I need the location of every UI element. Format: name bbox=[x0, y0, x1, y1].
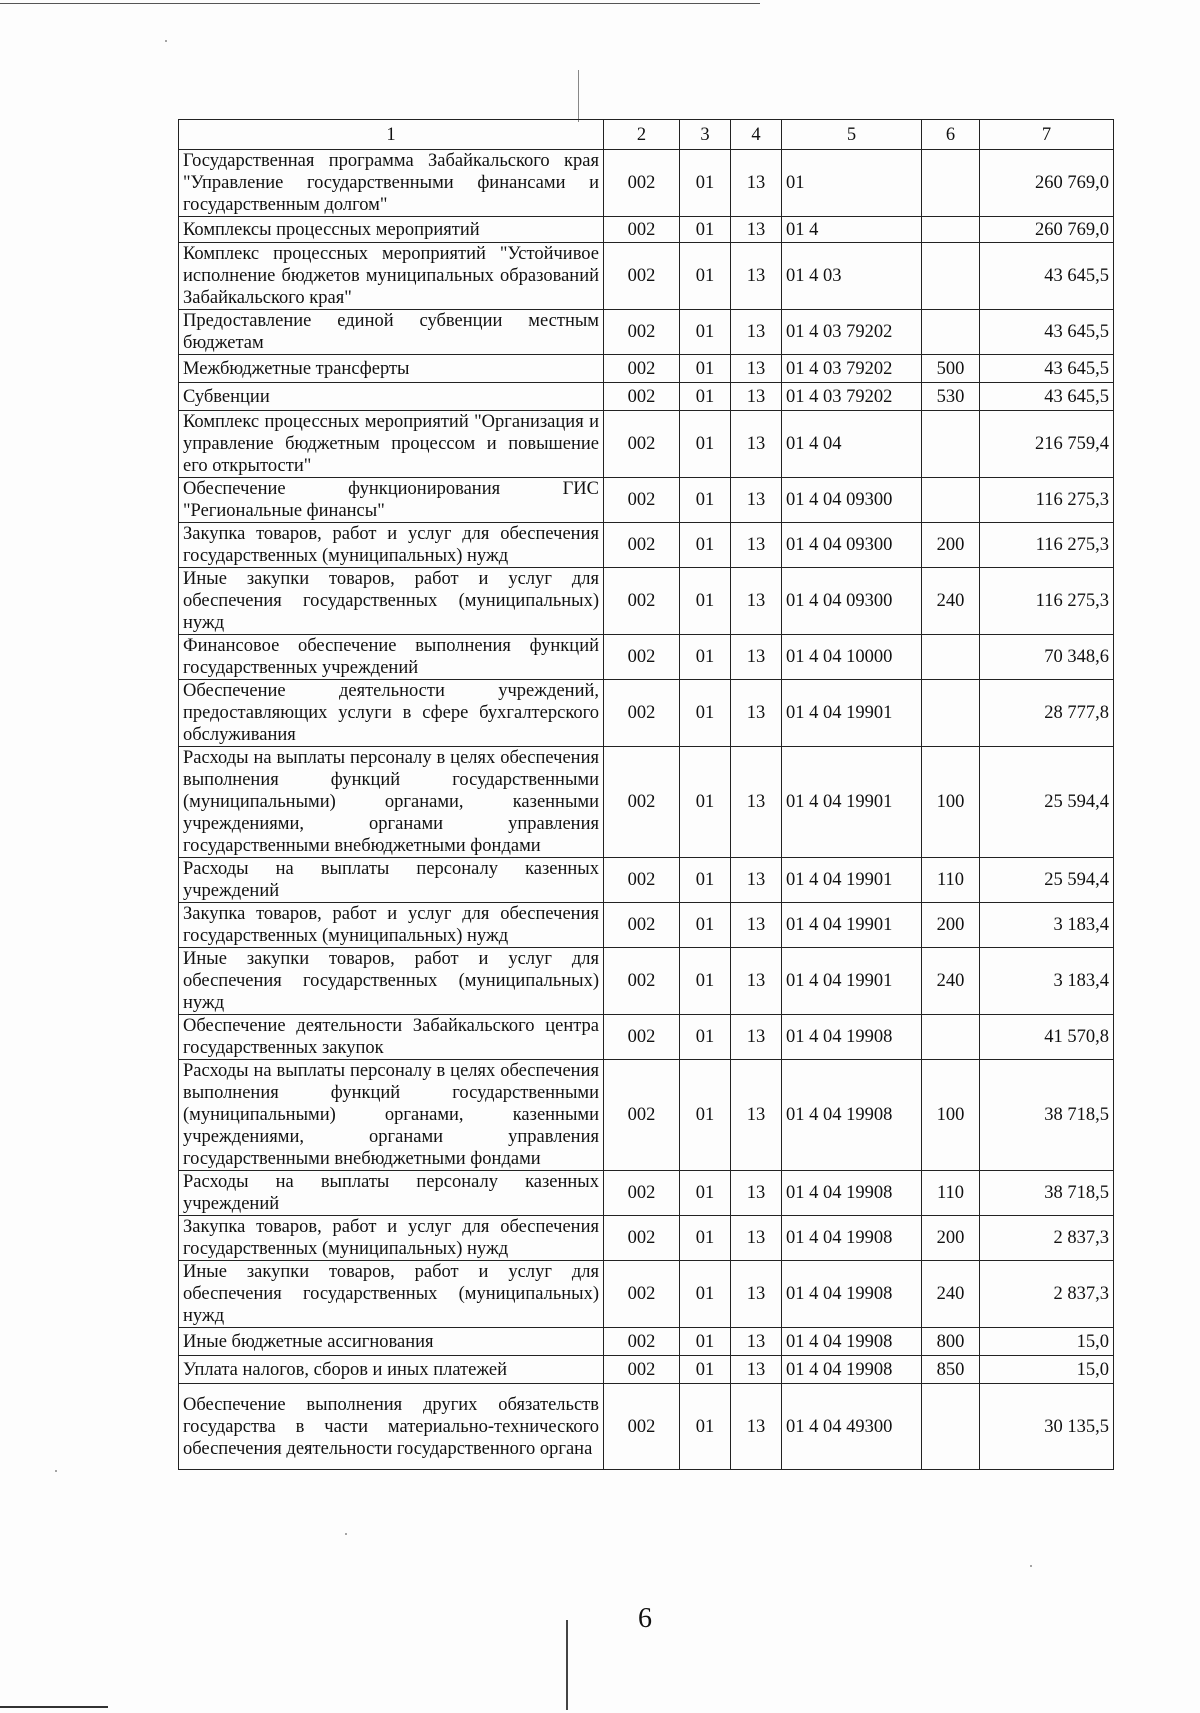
row-expense-type-cell: 240 bbox=[922, 568, 980, 635]
page-number: 6 bbox=[638, 1603, 652, 1634]
row-amount-cell: 70 348,6 bbox=[980, 635, 1114, 680]
table-row bbox=[179, 1060, 1114, 1171]
row-amount-cell: 25 594,4 bbox=[980, 747, 1114, 858]
table-row bbox=[179, 680, 1114, 747]
table-row bbox=[179, 568, 1114, 635]
row-section-cell: 01 bbox=[680, 310, 731, 355]
row-admin-code-cell: 002 bbox=[604, 1261, 680, 1328]
row-admin-code-cell: 002 bbox=[604, 150, 680, 217]
row-subsection-cell: 13 bbox=[731, 310, 782, 355]
row-amount-cell: 25 594,4 bbox=[980, 858, 1114, 903]
row-admin-code-cell: 002 bbox=[604, 858, 680, 903]
table-row bbox=[179, 411, 1114, 478]
scan-speck bbox=[1030, 1565, 1032, 1567]
row-amount-cell: 43 645,5 bbox=[980, 383, 1114, 411]
row-target-article-cell: 01 4 04 19908 bbox=[782, 1060, 922, 1171]
row-expense-type-cell: 200 bbox=[922, 903, 980, 948]
row-amount-cell: 116 275,3 bbox=[980, 523, 1114, 568]
row-amount-cell: 3 183,4 bbox=[980, 903, 1114, 948]
row-amount-cell: 28 777,8 bbox=[980, 680, 1114, 747]
row-name-cell: Субвенции bbox=[179, 383, 604, 411]
row-expense-type-cell: 100 bbox=[922, 1060, 980, 1171]
row-section-cell: 01 bbox=[680, 1015, 731, 1060]
row-name-cell: Обеспечение функционирования ГИС "Региональные финансы" bbox=[179, 478, 604, 523]
row-target-article-cell: 01 4 04 19901 bbox=[782, 858, 922, 903]
scan-speck bbox=[345, 1533, 347, 1535]
row-section-cell: 01 bbox=[680, 635, 731, 680]
row-target-article-cell: 01 4 04 49300 bbox=[782, 1384, 922, 1470]
row-section-cell: 01 bbox=[680, 858, 731, 903]
row-target-article-cell: 01 4 04 19908 bbox=[782, 1328, 922, 1356]
row-subsection-cell: 13 bbox=[731, 383, 782, 411]
row-admin-code-cell: 002 bbox=[604, 948, 680, 1015]
row-name-cell: Закупка товаров, работ и услуг для обеспечения государственных (муниципальных) нужд bbox=[179, 903, 604, 948]
row-section-cell: 01 bbox=[680, 1216, 731, 1261]
row-target-article-cell: 01 4 04 19908 bbox=[782, 1261, 922, 1328]
table-row bbox=[179, 523, 1114, 568]
row-section-cell: 01 bbox=[680, 478, 731, 523]
row-admin-code-cell: 002 bbox=[604, 1356, 680, 1384]
row-section-cell: 01 bbox=[680, 1328, 731, 1356]
row-target-article-cell: 01 bbox=[782, 150, 922, 217]
row-section-cell: 01 bbox=[680, 1356, 731, 1384]
row-section-cell: 01 bbox=[680, 1060, 731, 1171]
row-name-cell: Расходы на выплаты персоналу казенных учреждений bbox=[179, 1171, 604, 1216]
row-admin-code-cell: 002 bbox=[604, 635, 680, 680]
row-section-cell: 01 bbox=[680, 948, 731, 1015]
row-expense-type-cell bbox=[922, 411, 980, 478]
header-cell: 2 bbox=[604, 120, 680, 150]
row-admin-code-cell: 002 bbox=[604, 310, 680, 355]
row-expense-type-cell: 530 bbox=[922, 383, 980, 411]
row-amount-cell: 2 837,3 bbox=[980, 1261, 1114, 1328]
row-admin-code-cell: 002 bbox=[604, 680, 680, 747]
row-section-cell: 01 bbox=[680, 568, 731, 635]
row-expense-type-cell: 100 bbox=[922, 747, 980, 858]
row-subsection-cell: 13 bbox=[731, 1216, 782, 1261]
table-row bbox=[179, 310, 1114, 355]
row-section-cell: 01 bbox=[680, 680, 731, 747]
row-name-cell: Обеспечение выполнения других обязательств государства в части материально-технического обеспечения деятельности государственного органа bbox=[179, 1384, 604, 1470]
row-section-cell: 01 bbox=[680, 243, 731, 310]
row-name-cell: Расходы на выплаты персоналу в целях обеспечения выполнения функций государственными (муниципальными) органами, казенными учреждениями, органами управления государственными внебюджетными фондами bbox=[179, 747, 604, 858]
row-name-cell: Предоставление единой субвенции местным бюджетам bbox=[179, 310, 604, 355]
row-expense-type-cell: 240 bbox=[922, 948, 980, 1015]
row-section-cell: 01 bbox=[680, 355, 731, 383]
row-subsection-cell: 13 bbox=[731, 858, 782, 903]
table-row bbox=[179, 858, 1114, 903]
row-expense-type-cell bbox=[922, 243, 980, 310]
row-subsection-cell: 13 bbox=[731, 523, 782, 568]
row-section-cell: 01 bbox=[680, 1171, 731, 1216]
row-amount-cell: 260 769,0 bbox=[980, 217, 1114, 243]
row-amount-cell: 15,0 bbox=[980, 1356, 1114, 1384]
row-name-cell: Межбюджетные трансферты bbox=[179, 355, 604, 383]
row-target-article-cell: 01 4 04 19908 bbox=[782, 1015, 922, 1060]
row-target-article-cell: 01 4 04 19908 bbox=[782, 1216, 922, 1261]
row-expense-type-cell bbox=[922, 680, 980, 747]
row-amount-cell: 3 183,4 bbox=[980, 948, 1114, 1015]
scan-speck bbox=[165, 40, 167, 42]
table-row bbox=[179, 1171, 1114, 1216]
row-amount-cell: 116 275,3 bbox=[980, 478, 1114, 523]
row-subsection-cell: 13 bbox=[731, 217, 782, 243]
row-expense-type-cell: 500 bbox=[922, 355, 980, 383]
table-row bbox=[179, 635, 1114, 680]
row-admin-code-cell: 002 bbox=[604, 1216, 680, 1261]
row-subsection-cell: 13 bbox=[731, 243, 782, 310]
row-subsection-cell: 13 bbox=[731, 747, 782, 858]
row-admin-code-cell: 002 bbox=[604, 747, 680, 858]
row-name-cell: Расходы на выплаты персоналу казенных учреждений bbox=[179, 858, 604, 903]
row-target-article-cell: 01 4 03 bbox=[782, 243, 922, 310]
row-target-article-cell: 01 4 04 10000 bbox=[782, 635, 922, 680]
row-target-article-cell: 01 4 04 19901 bbox=[782, 948, 922, 1015]
row-amount-cell: 116 275,3 bbox=[980, 568, 1114, 635]
table-row bbox=[179, 355, 1114, 383]
table-row bbox=[179, 747, 1114, 858]
row-name-cell: Комплекс процессных мероприятий "Устойчивое исполнение бюджетов муниципальных образований Забайкальского края" bbox=[179, 243, 604, 310]
row-section-cell: 01 bbox=[680, 150, 731, 217]
row-admin-code-cell: 002 bbox=[604, 1171, 680, 1216]
row-admin-code-cell: 002 bbox=[604, 1060, 680, 1171]
table-row bbox=[179, 1261, 1114, 1328]
row-amount-cell: 38 718,5 bbox=[980, 1060, 1114, 1171]
table-row bbox=[179, 478, 1114, 523]
row-target-article-cell: 01 4 04 19901 bbox=[782, 747, 922, 858]
row-subsection-cell: 13 bbox=[731, 948, 782, 1015]
row-subsection-cell: 13 bbox=[731, 150, 782, 217]
row-subsection-cell: 13 bbox=[731, 411, 782, 478]
row-name-cell: Иные закупки товаров, работ и услуг для обеспечения государственных (муниципальных) нужд bbox=[179, 568, 604, 635]
row-subsection-cell: 13 bbox=[731, 680, 782, 747]
row-name-cell: Расходы на выплаты персоналу в целях обеспечения выполнения функций государственными (муниципальными) органами, казенными учреждениями, органами управления государственными внебюджетными фондами bbox=[179, 1060, 604, 1171]
table-row bbox=[179, 1216, 1114, 1261]
table-row bbox=[179, 1015, 1114, 1060]
row-expense-type-cell bbox=[922, 310, 980, 355]
row-admin-code-cell: 002 bbox=[604, 903, 680, 948]
row-expense-type-cell bbox=[922, 635, 980, 680]
table-row bbox=[179, 217, 1114, 243]
row-expense-type-cell bbox=[922, 150, 980, 217]
row-section-cell: 01 bbox=[680, 747, 731, 858]
header-cell: 4 bbox=[731, 120, 782, 150]
row-name-cell: Иные закупки товаров, работ и услуг для обеспечения государственных (муниципальных) нужд bbox=[179, 948, 604, 1015]
row-target-article-cell: 01 4 04 09300 bbox=[782, 478, 922, 523]
row-subsection-cell: 13 bbox=[731, 1060, 782, 1171]
row-subsection-cell: 13 bbox=[731, 568, 782, 635]
row-amount-cell: 30 135,5 bbox=[980, 1384, 1114, 1470]
table-row bbox=[179, 383, 1114, 411]
row-admin-code-cell: 002 bbox=[604, 355, 680, 383]
row-name-cell: Государственная программа Забайкальского края "Управление государственными финансами и государственным долгом" bbox=[179, 150, 604, 217]
row-subsection-cell: 13 bbox=[731, 1384, 782, 1470]
row-admin-code-cell: 002 bbox=[604, 243, 680, 310]
row-amount-cell: 43 645,5 bbox=[980, 310, 1114, 355]
table-row bbox=[179, 1384, 1114, 1470]
table-row bbox=[179, 903, 1114, 948]
row-section-cell: 01 bbox=[680, 1261, 731, 1328]
row-name-cell: Закупка товаров, работ и услуг для обеспечения государственных (муниципальных) нужд bbox=[179, 523, 604, 568]
row-admin-code-cell: 002 bbox=[604, 478, 680, 523]
row-target-article-cell: 01 4 03 79202 bbox=[782, 355, 922, 383]
row-target-article-cell: 01 4 04 bbox=[782, 411, 922, 478]
row-admin-code-cell: 002 bbox=[604, 411, 680, 478]
row-admin-code-cell: 002 bbox=[604, 1015, 680, 1060]
row-admin-code-cell: 002 bbox=[604, 568, 680, 635]
row-expense-type-cell: 200 bbox=[922, 1216, 980, 1261]
row-admin-code-cell: 002 bbox=[604, 1384, 680, 1470]
row-subsection-cell: 13 bbox=[731, 1356, 782, 1384]
row-target-article-cell: 01 4 bbox=[782, 217, 922, 243]
row-section-cell: 01 bbox=[680, 523, 731, 568]
row-name-cell: Обеспечение деятельности учреждений, предоставляющих услуги в сфере бухгалтерского обслуживания bbox=[179, 680, 604, 747]
budget-table bbox=[178, 119, 1114, 1470]
row-subsection-cell: 13 bbox=[731, 903, 782, 948]
row-name-cell: Иные бюджетные ассигнования bbox=[179, 1328, 604, 1356]
row-amount-cell: 216 759,4 bbox=[980, 411, 1114, 478]
row-amount-cell: 43 645,5 bbox=[980, 243, 1114, 310]
row-name-cell: Обеспечение деятельности Забайкальского центра государственных закупок bbox=[179, 1015, 604, 1060]
row-subsection-cell: 13 bbox=[731, 1015, 782, 1060]
row-name-cell: Комплексы процессных мероприятий bbox=[179, 217, 604, 243]
table-row bbox=[179, 1328, 1114, 1356]
scan-fold-line-top bbox=[578, 70, 579, 122]
row-target-article-cell: 01 4 04 19908 bbox=[782, 1356, 922, 1384]
row-amount-cell: 260 769,0 bbox=[980, 150, 1114, 217]
row-target-article-cell: 01 4 04 19908 bbox=[782, 1171, 922, 1216]
scan-bottom-mark bbox=[0, 1706, 108, 1708]
header-cell: 5 bbox=[782, 120, 922, 150]
row-expense-type-cell bbox=[922, 478, 980, 523]
table-header-row bbox=[179, 120, 1114, 150]
row-amount-cell: 43 645,5 bbox=[980, 355, 1114, 383]
row-section-cell: 01 bbox=[680, 411, 731, 478]
header-cell: 1 bbox=[179, 120, 604, 150]
row-admin-code-cell: 002 bbox=[604, 523, 680, 568]
row-expense-type-cell: 240 bbox=[922, 1261, 980, 1328]
row-section-cell: 01 bbox=[680, 217, 731, 243]
header-cell: 3 bbox=[680, 120, 731, 150]
row-section-cell: 01 bbox=[680, 383, 731, 411]
row-subsection-cell: 13 bbox=[731, 635, 782, 680]
row-admin-code-cell: 002 bbox=[604, 383, 680, 411]
row-target-article-cell: 01 4 04 09300 bbox=[782, 568, 922, 635]
row-name-cell: Уплата налогов, сборов и иных платежей bbox=[179, 1356, 604, 1384]
row-section-cell: 01 bbox=[680, 903, 731, 948]
row-subsection-cell: 13 bbox=[731, 478, 782, 523]
row-expense-type-cell bbox=[922, 1015, 980, 1060]
row-name-cell: Комплекс процессных мероприятий "Организация и управление бюджетным процессом и повышение его открытости" bbox=[179, 411, 604, 478]
row-subsection-cell: 13 bbox=[731, 355, 782, 383]
header-cell: 7 bbox=[980, 120, 1114, 150]
row-name-cell: Закупка товаров, работ и услуг для обеспечения государственных (муниципальных) нужд bbox=[179, 1216, 604, 1261]
row-amount-cell: 15,0 bbox=[980, 1328, 1114, 1356]
row-name-cell: Иные закупки товаров, работ и услуг для обеспечения государственных (муниципальных) нужд bbox=[179, 1261, 604, 1328]
row-amount-cell: 38 718,5 bbox=[980, 1171, 1114, 1216]
row-target-article-cell: 01 4 03 79202 bbox=[782, 383, 922, 411]
table-row bbox=[179, 948, 1114, 1015]
row-target-article-cell: 01 4 04 19901 bbox=[782, 680, 922, 747]
row-target-article-cell: 01 4 03 79202 bbox=[782, 310, 922, 355]
row-expense-type-cell bbox=[922, 217, 980, 243]
row-name-cell: Финансовое обеспечение выполнения функций государственных учреждений bbox=[179, 635, 604, 680]
table-row bbox=[179, 150, 1114, 217]
scan-speck bbox=[55, 1470, 57, 1472]
row-expense-type-cell: 200 bbox=[922, 523, 980, 568]
table-row bbox=[179, 243, 1114, 310]
row-expense-type-cell bbox=[922, 1384, 980, 1470]
row-section-cell: 01 bbox=[680, 1384, 731, 1470]
row-admin-code-cell: 002 bbox=[604, 217, 680, 243]
row-target-article-cell: 01 4 04 09300 bbox=[782, 523, 922, 568]
row-subsection-cell: 13 bbox=[731, 1261, 782, 1328]
table-row bbox=[179, 1356, 1114, 1384]
row-expense-type-cell: 110 bbox=[922, 858, 980, 903]
scan-top-line bbox=[0, 3, 760, 4]
header-cell: 6 bbox=[922, 120, 980, 150]
row-expense-type-cell: 110 bbox=[922, 1171, 980, 1216]
row-subsection-cell: 13 bbox=[731, 1171, 782, 1216]
row-expense-type-cell: 800 bbox=[922, 1328, 980, 1356]
row-amount-cell: 2 837,3 bbox=[980, 1216, 1114, 1261]
row-admin-code-cell: 002 bbox=[604, 1328, 680, 1356]
row-amount-cell: 41 570,8 bbox=[980, 1015, 1114, 1060]
row-target-article-cell: 01 4 04 19901 bbox=[782, 903, 922, 948]
row-subsection-cell: 13 bbox=[731, 1328, 782, 1356]
row-expense-type-cell: 850 bbox=[922, 1356, 980, 1384]
